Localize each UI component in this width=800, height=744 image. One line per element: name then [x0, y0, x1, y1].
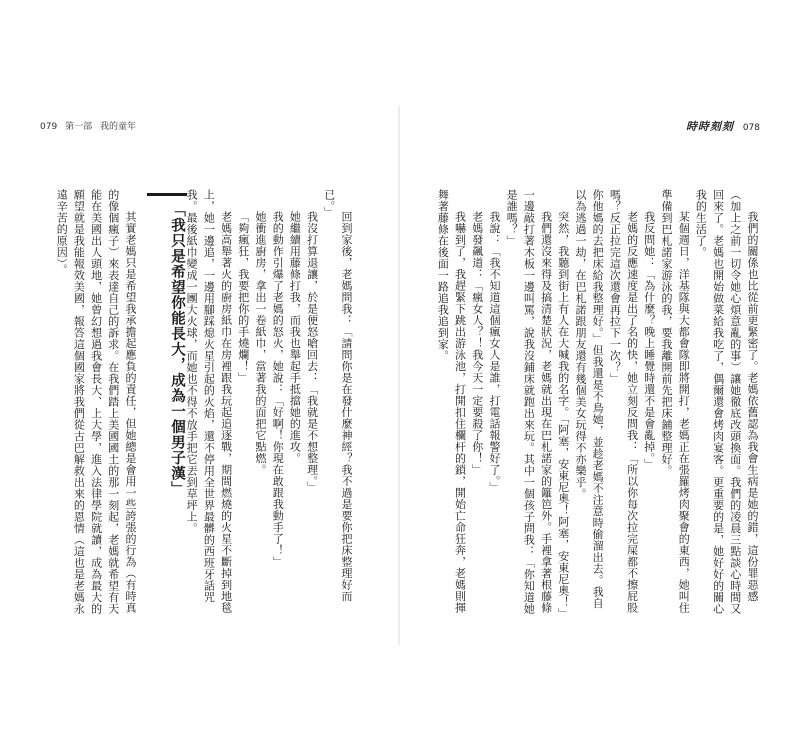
paragraph: 老媽高舉著火的廚房紙巾在房裡跟我玩起追逐戰，期間燃燒的火星不斷掉到地毯上，她一邊追，一邊用腳踩熄火星引起的火焰，還不停用全世界最髒的西班牙話咒我。最後紙巾變成一團大火球，而她也不得不放手把它丟到草坪上。	[185, 189, 233, 614]
left-section-label: 第一部	[65, 122, 93, 132]
left-page-header	[40, 119, 141, 132]
paragraph: 她衝進廚房，拿出一卷紙巾，當著我的面把它點燃。	[253, 211, 267, 476]
left-page-number: 079	[40, 122, 58, 132]
paragraph: 「夠瘋狂，我要把你的手燒爛！」	[236, 211, 250, 384]
right-page-body	[436, 189, 761, 620]
left-page-body-upper	[185, 189, 355, 619]
paragraph: 回到家後，老媽問我：「請問你是在發什麼神經？我不過是要你把床整理好而已。」	[322, 189, 353, 602]
book-logo: 時時刻刻	[685, 120, 734, 133]
right-page-number: 078	[742, 123, 760, 133]
paragraph: 我們還沒來得及搞清楚狀況，老媽就出現在巴札諾家的籬笆外。手裡拿著根藤條一邊敲打著木板一邊叫罵，說我沒鋪床就跑出來玩。其中一個孩子問我：「你知道她是誰嗎？」	[505, 189, 553, 615]
left-chapter-title: 我的童年	[99, 122, 136, 132]
paragraph: 老媽發飆道：「瘋女人？！我今天一定要殺了你！」	[470, 211, 484, 476]
paragraph: 我說：「我不知道這個瘋女人是誰，打電話報警好了。」	[487, 211, 501, 493]
right-page-header	[686, 118, 760, 134]
section-heading	[147, 193, 187, 602]
paragraph: 你他媽的去把床給我整理好。」但我還是不鳥她，並趁老媽不注意時偷溜出去。我自以為逃過一劫，在巴札諾跟朋友還有幾個美女玩得不亦樂乎。	[573, 189, 605, 609]
paragraph: 突然，我聽到街上有人在大喊我的名字。「阿塞，安東尼奧！阿塞，安東尼奧！」	[556, 211, 570, 620]
left-page-body-lower	[36, 189, 139, 619]
paragraph: 我反問她：「為什麼？晚上睡覺時還不是會亂掉。」	[642, 211, 656, 470]
paragraph: 我的動作引爆了老媽的怒火，她說：「好啊！你現在敢跟我動手了！」	[271, 211, 285, 568]
paragraph: 某個週日，洋基隊與大都會隊即將開打，老媽正在張羅烤肉聚會的東西，她叫住準備到巴札諾家游泳的我，要我離開前先把床鋪整理好。	[659, 189, 691, 614]
paragraph: 老媽的反應速度是出了名的快，她立刻反問我：「所以你每次拉完屎都不擦屁股嗎？反正拉完這次還會再拉下一次？」	[608, 189, 639, 614]
paragraph: 我沒打算退讓，於是便怒嗆回去：「我就是不想整理。」	[305, 211, 319, 493]
book-gutter	[398, 105, 400, 645]
paragraph: 我嚇到了，我趕緊下跳出游泳池，打開扣住欄杆的鎖，開始亡命狂奔，老媽則揮舞著藤條在後面一路追我追到家。	[436, 189, 467, 614]
paragraph: 其實老媽只是希望我承擔起應負的責任，但她總是會用一些誇張的行為（有時真的像個瘋子）來表達自己的訴求。在我們踏上美國國土的那一刻起，老媽就希望有天能在美國出人頭地，她曾幻想過我會長大、上大學，進入法律學院就讀，成為最大的願望就是我能報效美國，報答這個國家將我們從古巴解救出來的恩情（這也是老媽永遠辛苦的原因）。	[55, 189, 137, 615]
paragraph: 她繼續用藤條打我，而我也舉起手抵擋她的進攻。	[288, 211, 302, 464]
section-heading-text: 「我只是希望你能長大，成為一個男子漢」	[169, 202, 186, 497]
paragraph: 我們的關係也比從前更緊密了。老媽依舊認為我會生病是她的錯，這份罪惡感（加上之前一切令她心煩意亂的事）讓她徹底改頭換面。我們的凌晨三點談心時間又回來了。老媽也開始做菜給我吃了，偶爾還會烤肉宴客。更重要的是，她好好的關心我的生活了。	[694, 189, 759, 615]
